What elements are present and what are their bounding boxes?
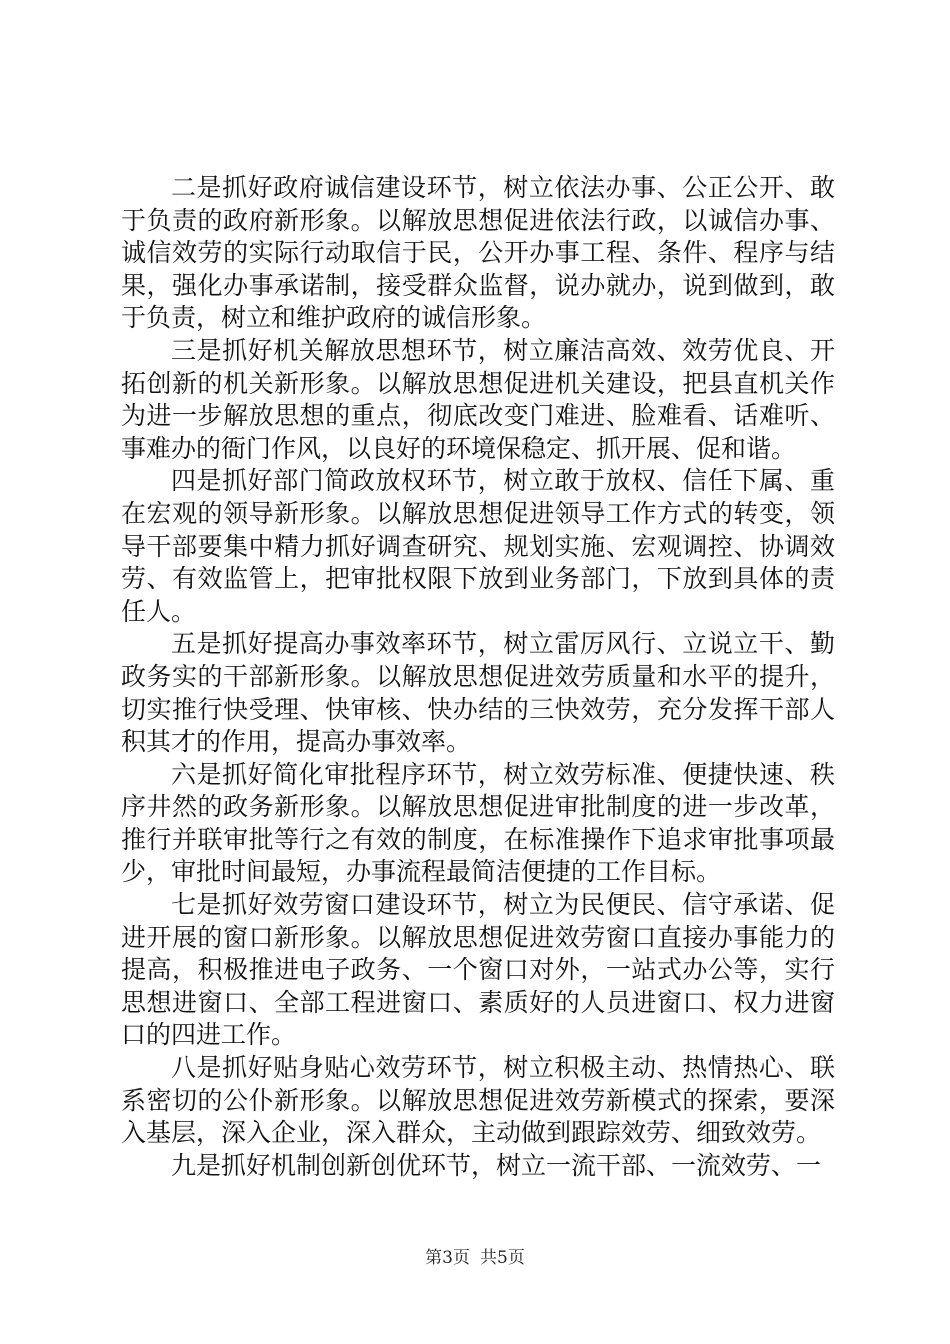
page-footer (0, 1243, 950, 1268)
paragraph-9: 九是抓好机制创新创优环节，树立一流干部、一流效劳、一 (171, 1150, 822, 1180)
page-total: 共5页 (480, 1248, 525, 1268)
paragraph-5: 五是抓好提高办事效率环节，树立雷厉风行、立说立干、勤政务实的干部新形象。以解放思想促进效劳质量和水平的提升，切实推行快受理、快审核、快办结的三快效劳，充分发挥干部人积其才的作用，提高办事效率。 (121, 629, 835, 757)
page-number: 第3页 (425, 1248, 470, 1268)
paragraph-8: 八是抓好贴身贴心效劳环节，树立积极主动、热情热心、联系密切的公仆新形象。以解放思想促进效劳新模式的探索，要深入基层，深入企业，深入群众，主动做到跟踪效劳、细致效劳。 (121, 1053, 835, 1148)
paragraph-2: 二是抓好政府诚信建设环节，树立依法办事、公正公开、敢于负责的政府新形象。以解放思想促进依法行政，以诚信办事、诚信效劳的实际行动取信于民，公开办事工程、条件、程序与结果，强化办事承诺制，接受群众监督，说办就办，说到做到，敢于负责，树立和维护政府的诚信形象。 (121, 173, 835, 333)
paragraph-3: 三是抓好机关解放思想环节，树立廉洁高效、效劳优良、开拓创新的机关新形象。以解放思想促进机关建设，把县直机关作为进一步解放思想的重点，彻底改变门难进、脸难看、话难听、事难办的衙门作风，以良好的环境保稳定、抓开展、促和谐。 (121, 335, 835, 463)
paragraph-4: 四是抓好部门简政放权环节，树立敢于放权、信任下属、重在宏观的领导新形象。以解放思想促进领导工作方式的转变，领导干部要集中精力抓好调查研究、规划实施、宏观调控、协调效劳、有效监管上，把审批权限下放到业务部门，下放到具体的责任人。 (121, 466, 835, 626)
paragraph-6: 六是抓好简化审批程序环节，树立效劳标准、便捷快速、秩序井然的政务新形象。以解放思想促进审批制度的进一步改革，推行并联审批等行之有效的制度，在标准操作下追求审批事项最少，审批时间最短，办事流程最简洁便捷的工作目标。 (121, 759, 835, 887)
document-body (121, 172, 835, 1182)
paragraph-7: 七是抓好效劳窗口建设环节，树立为民便民、信守承诺、促进开展的窗口新形象。以解放思想促进效劳窗口直接办事能力的提高，积极推进电子政务、一个窗口对外，一站式办公等，实行思想进窗口、全部工程进窗口、素质好的人员进窗口、权力进窗口的四进工作。 (121, 890, 835, 1050)
